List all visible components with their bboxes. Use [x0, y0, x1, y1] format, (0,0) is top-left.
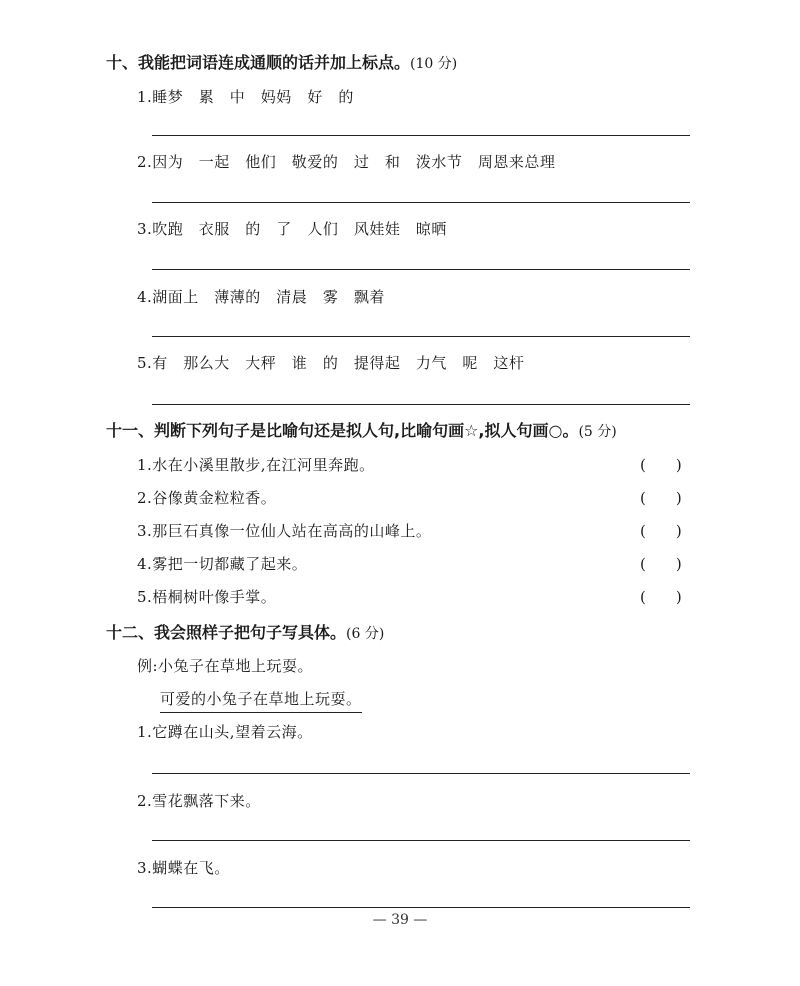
section-11-item-3: 3.那巨石真像一位仙人站在高高的山峰上。 — [137, 522, 432, 540]
answer-line-12-2[interactable] — [152, 840, 690, 841]
answer-line-12-1[interactable] — [152, 773, 690, 774]
example-sentence: 例:小兔子在草地上玩耍。 — [137, 657, 314, 675]
answer-line-12-3[interactable] — [152, 907, 690, 908]
answer-paren-5[interactable]: ( ) — [640, 588, 682, 606]
section-12-item-2: 2.雪花飘落下来。 — [137, 792, 261, 810]
page-number: — 39 — — [372, 912, 428, 928]
answer-line-10-5[interactable] — [152, 404, 690, 405]
answer-line-10-4[interactable] — [152, 336, 690, 337]
section-12-score: (6 分) — [346, 626, 385, 642]
section-11-item-1: 1.水在小溪里散步,在江河里奔跑。 — [137, 456, 375, 474]
section-10-item-3: 3.吹跑 衣服 的 了 人们 风娃娃 晾晒 — [137, 220, 447, 238]
answer-line-10-2[interactable] — [152, 202, 690, 203]
section-11-title: 十一、判断下列句子是比喻句还是拟人句,比喻句画☆,拟人句画○。 — [106, 421, 579, 440]
section-11-item-4: 4.雾把一切都藏了起来。 — [137, 555, 308, 573]
answer-line-10-1[interactable] — [152, 135, 690, 136]
section-11-heading — [106, 418, 617, 441]
answer-line-10-3[interactable] — [152, 269, 690, 270]
section-10-item-4: 4.湖面上 薄薄的 清晨 雾 飘着 — [137, 288, 385, 306]
section-10-item-2: 2.因为 一起 他们 敬爱的 过 和 泼水节 周恩来总理 — [137, 153, 556, 171]
answer-paren-4[interactable]: ( ) — [640, 555, 682, 573]
section-10-score: (10 分) — [410, 56, 458, 72]
section-12-item-1: 1.它蹲在山头,望着云海。 — [137, 723, 313, 741]
section-12-heading — [106, 620, 384, 643]
section-10-item-1: 1.睡梦 累 中 妈妈 好 的 — [137, 88, 354, 106]
answer-paren-2[interactable]: ( ) — [640, 489, 682, 507]
example-answer: 可爱的小兔子在草地上玩耍。 — [160, 688, 362, 713]
section-11-item-5: 5.梧桐树叶像手掌。 — [137, 588, 277, 606]
section-12-item-3: 3.蝴蝶在飞。 — [137, 859, 230, 877]
section-12-title: 十二、我会照样子把句子写具体。 — [106, 623, 347, 642]
section-10-item-5: 5.有 那么大 大秤 谁 的 提得起 力气 呢 这杆 — [137, 354, 525, 372]
section-11-score: (5 分) — [578, 424, 617, 440]
answer-paren-1[interactable]: ( ) — [640, 456, 682, 474]
section-10-title: 十、我能把词语连成通顺的话并加上标点。 — [106, 53, 411, 72]
section-10-heading — [106, 50, 457, 73]
section-11-item-2: 2.谷像黄金粒粒香。 — [137, 489, 277, 507]
answer-paren-3[interactable]: ( ) — [640, 522, 682, 540]
